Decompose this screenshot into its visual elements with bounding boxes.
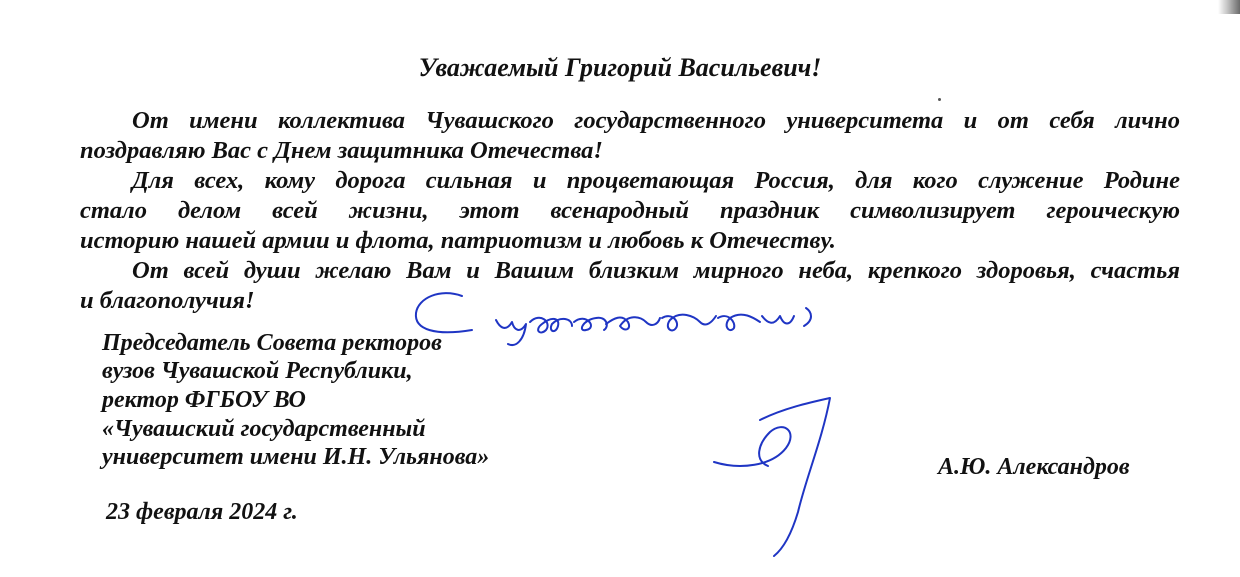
paragraph-1-line-1: От имени коллектива Чувашского государственного университета и от себя лично — [132, 107, 1180, 134]
letter-date: 23 февраля 2024 г. — [106, 499, 298, 525]
paragraph-1-line-2: поздравляю Вас с Днем защитника Отечества! — [80, 137, 603, 164]
greeting: Уважаемый Григорий Васильевич! — [418, 53, 822, 82]
signatory-title-line-1: Председатель Совета ректоров — [102, 330, 442, 356]
signatory-name: А.Ю. Александров — [938, 454, 1130, 480]
paragraph-2-line-2: стало делом всей жизни, этот всенародный праздник символизирует героическую — [80, 197, 1180, 224]
paragraph-2-line-1: Для всех, кому дорога сильная и процветающая Россия, для кого служение Родине — [132, 167, 1180, 194]
signatory-title-line-2: вузов Чувашской Республики, — [102, 358, 413, 384]
signatory-title-line-5: университет имени И.Н. Ульянова» — [102, 444, 490, 470]
paragraph-3-line-2: и благополучия! — [80, 287, 255, 314]
signatory-title-line-4: «Чувашский государственный — [102, 416, 426, 442]
signatory-title-line-3: ректор ФГБОУ ВО — [102, 387, 306, 413]
paragraph-2-line-3: историю нашей армии и флота, патриотизм и любовь к Отечеству. — [80, 227, 836, 254]
paragraph-3-line-1: От всей души желаю Вам и Вашим близким мирного неба, крепкого здоровья, счастья — [132, 257, 1180, 284]
